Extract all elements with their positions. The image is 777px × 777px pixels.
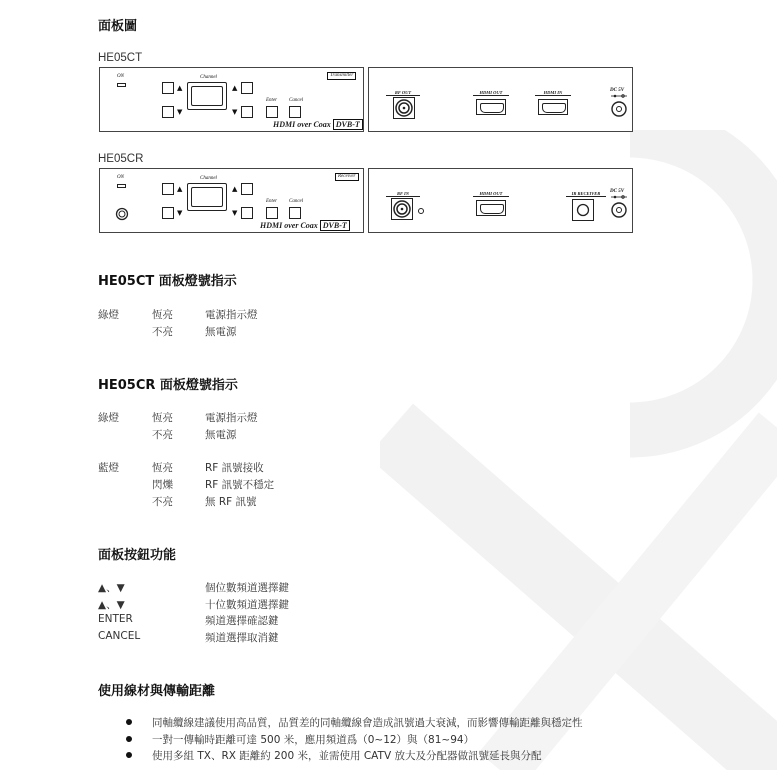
button-key: ENTER	[98, 613, 133, 625]
rx-rf-in-label: RF IN	[386, 191, 420, 197]
tx-signature	[273, 120, 363, 129]
led-cr-state: 閃爍	[152, 479, 173, 491]
tx-cancel-label: Cancel	[289, 98, 304, 103]
rx-ir-sensor	[115, 207, 129, 221]
led-cr-color: 藍燈	[98, 462, 119, 474]
led-ct-state: 不亮	[152, 326, 173, 338]
rx-ten-down-button[interactable]	[162, 207, 174, 219]
rx-ir-receiver-label: IR RECEIVER	[566, 191, 606, 197]
tx-hdmi-in-port	[538, 99, 568, 115]
tx-signature-box: DVB-T	[333, 119, 363, 130]
bullet-icon	[126, 752, 132, 758]
button-function: 個位數頻道選擇鍵	[205, 582, 289, 594]
tx-dc-label: DC 5V	[610, 88, 625, 93]
led-cr-meaning: 電源指示燈	[205, 412, 258, 424]
tx-channel-display	[187, 82, 227, 110]
tx-enter-button[interactable]	[266, 106, 278, 118]
button-key: ▲、▼	[98, 599, 125, 611]
led-cr-meaning: RF 訊號不穩定	[205, 479, 275, 491]
tx-enter-label: Enter	[266, 98, 278, 103]
tx-badge: Transmitter	[327, 72, 356, 80]
rx-rear-panel	[368, 168, 633, 233]
section-title-led-cr: HE05CR 面板燈號指示	[98, 378, 238, 393]
led-ct-meaning: 無電源	[205, 326, 237, 338]
tx-ten-down-button[interactable]	[162, 106, 174, 118]
button-function: 頻道選擇確認鍵	[205, 615, 279, 627]
rx-signature	[260, 221, 350, 230]
rx-rf-in-port	[391, 198, 433, 222]
tx-rear-panel	[368, 67, 633, 132]
led-cr-state: 不亮	[152, 429, 173, 441]
rx-led-label: ON	[117, 175, 124, 180]
rx-unit-up-button[interactable]	[241, 183, 253, 195]
cable-item: 同軸纜線建議使用高品質，品質差的同軸纜線會造成訊號過大衰減，而影響傳輸距離與穩定性	[152, 717, 583, 729]
up-arrow-icon: ▲	[177, 84, 183, 92]
model-label-rx: HE05CR	[98, 153, 144, 165]
rx-unit-down-button[interactable]	[241, 207, 253, 219]
rx-enter-button[interactable]	[266, 207, 278, 219]
tx-unit-up-button[interactable]	[241, 82, 253, 94]
rx-hdmi-out-label: HDMI OUT	[473, 191, 509, 197]
led-cr-state: 恆亮	[152, 462, 173, 474]
tx-signature-text: HDMI over Coax	[273, 120, 331, 129]
rx-dc-jack	[609, 194, 629, 220]
rx-dc-label: DC 5V	[610, 189, 625, 194]
tx-channel-label: Channel	[200, 75, 217, 80]
bullet-icon	[126, 736, 132, 742]
up-arrow-icon: ▲	[232, 84, 238, 92]
button-key: ▲、▼	[98, 582, 125, 594]
section-title-buttons: 面板按鈕功能	[98, 548, 177, 563]
button-key: CANCEL	[98, 630, 141, 642]
rx-ir-receiver-port	[572, 199, 594, 221]
down-arrow-icon: ▼	[232, 209, 238, 217]
tx-hdmi-out-label: HDMI OUT	[473, 90, 509, 96]
tx-ten-up-button[interactable]	[162, 82, 174, 94]
rx-channel-display	[187, 183, 227, 211]
tx-unit-down-button[interactable]	[241, 106, 253, 118]
rx-signature-box: DVB-T	[320, 220, 350, 231]
led-cr-state: 恆亮	[152, 412, 173, 424]
tx-rf-out-port	[393, 97, 415, 119]
led-cr-meaning: 無 RF 訊號	[205, 496, 257, 508]
tx-rf-out-label: RF OUT	[386, 90, 420, 96]
rx-badge: Receiver	[335, 173, 359, 181]
rx-cancel-button[interactable]	[289, 207, 301, 219]
cable-item: 使用多組 TX、RX 距離約 200 米，並需使用 CATV 放大及分配器做訊號延長與分配	[152, 750, 542, 762]
section-title-panel: 面板圖	[98, 19, 138, 34]
rx-hdmi-out-port	[476, 200, 506, 216]
section-title-led-ct: HE05CT 面板燈號指示	[98, 274, 237, 289]
rx-power-led	[117, 184, 126, 188]
rx-front-panel	[99, 168, 364, 233]
led-cr-meaning: RF 訊號接收	[205, 462, 264, 474]
button-function: 十位數頻道選擇鍵	[205, 599, 289, 611]
tx-hdmi-in-label: HDMI IN	[535, 90, 571, 96]
rx-ten-up-button[interactable]	[162, 183, 174, 195]
up-arrow-icon: ▲	[232, 185, 238, 193]
tx-cancel-button[interactable]	[289, 106, 301, 118]
led-ct-meaning: 電源指示燈	[205, 309, 258, 321]
led-cr-state: 不亮	[152, 496, 173, 508]
led-ct-color: 綠燈	[98, 309, 119, 321]
bullet-icon	[126, 719, 132, 725]
up-arrow-icon: ▲	[177, 185, 183, 193]
tx-dc-jack	[609, 93, 629, 119]
down-arrow-icon: ▼	[177, 209, 183, 217]
button-function: 頻道選擇取消鍵	[205, 632, 279, 644]
tx-hdmi-out-port	[476, 99, 506, 115]
rx-enter-label: Enter	[266, 199, 278, 204]
rx-cancel-label: Cancel	[289, 199, 304, 204]
led-ct-state: 恆亮	[152, 309, 173, 321]
led-cr-color: 綠燈	[98, 412, 119, 424]
section-title-cable: 使用線材與傳輸距離	[98, 684, 216, 699]
tx-led-label: ON	[117, 74, 124, 79]
cable-item: 一對一傳輸時距離可達 500 米，應用頻道爲（0~12）與（81~94）	[152, 734, 475, 746]
tx-front-panel	[99, 67, 364, 132]
tx-power-led	[117, 83, 126, 87]
rx-channel-label: Channel	[200, 176, 217, 181]
model-label-tx: HE05CT	[98, 52, 143, 64]
down-arrow-icon: ▼	[232, 108, 238, 116]
led-cr-meaning: 無電源	[205, 429, 237, 441]
down-arrow-icon: ▼	[177, 108, 183, 116]
rx-signature-text: HDMI over Coax	[260, 221, 318, 230]
